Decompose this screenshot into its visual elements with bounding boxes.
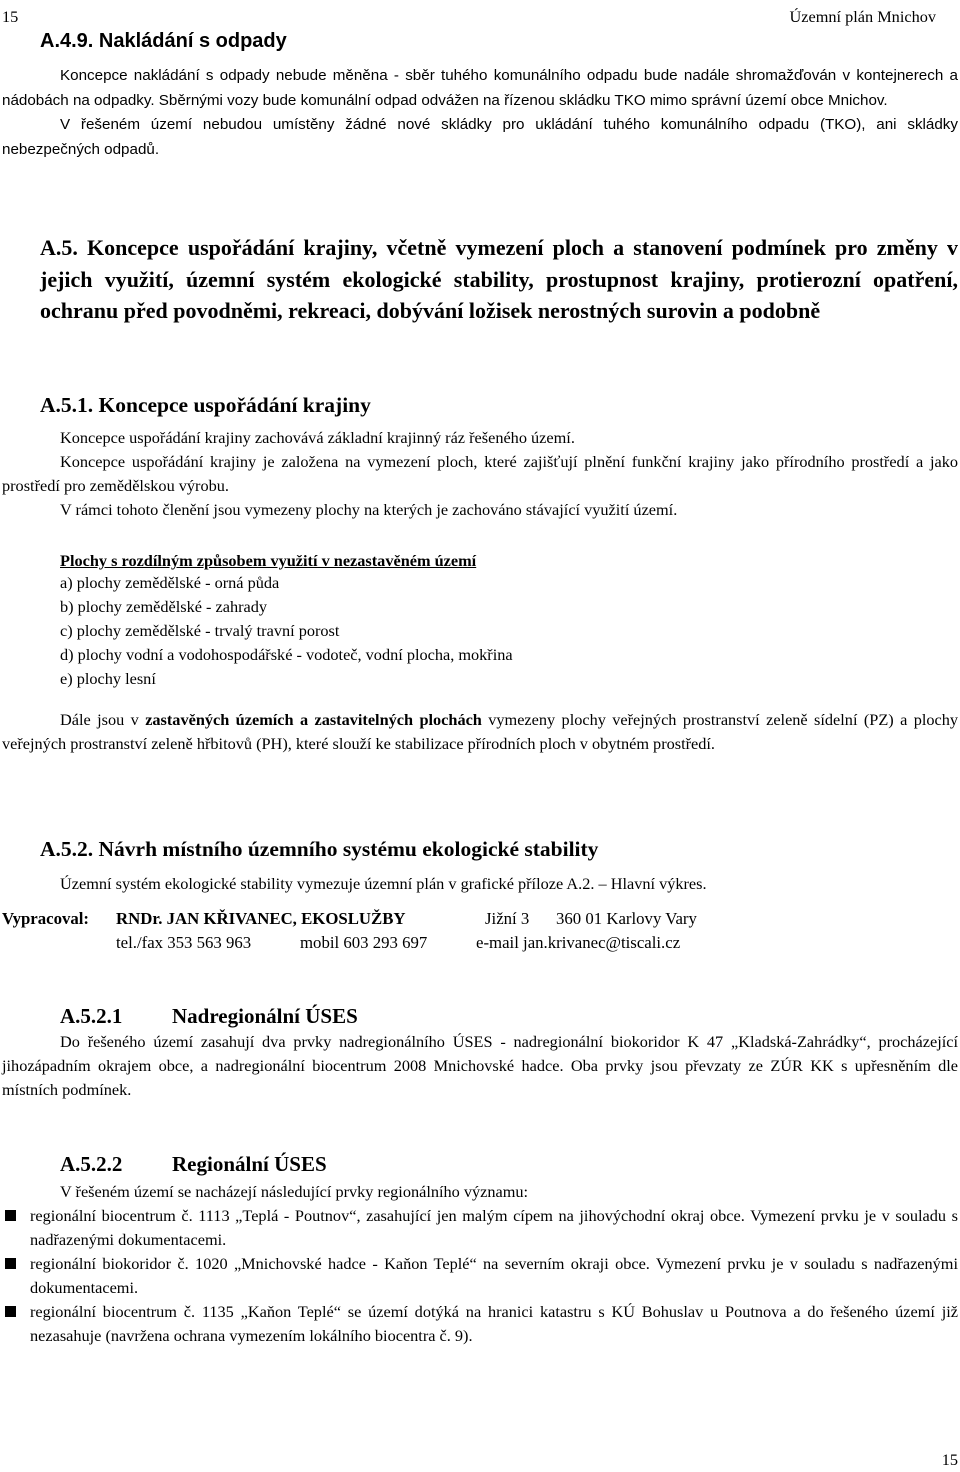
regional-element-text: regionální biokoridor č. 1020 „Mnichovské hadce - Kaňon Teplé“ na severním okraji obce. Vymezení prvku je v souladu s nadřazenými dokumentacemi. [30, 1254, 958, 1297]
land-use-item-e: e) plochy lesní [60, 669, 156, 688]
subsection-title-a522: Regionální ÚSES [172, 1152, 327, 1176]
land-use-item-c: c) plochy zemědělské - trvalý travní porost [60, 621, 340, 640]
a51-paragraph-4 [2, 708, 958, 756]
header-page-number: 15 [2, 7, 19, 26]
a522-intro: V řešeném území se nacházejí následující prvky regionálního významu: [60, 1182, 529, 1201]
subsection-number-a521: A.5.2.1 [60, 1004, 123, 1028]
land-use-list-title: Plochy s rozdílným způsobem využití v nezastavěném území [60, 551, 477, 570]
regional-element-item [0, 1252, 958, 1300]
author-block [2, 907, 89, 931]
subsection-title-a521: Nadregionální ÚSES [172, 1004, 358, 1028]
a51-paragraph-4-bold: zastavěných územích a zastavitelných plochách [145, 710, 482, 729]
footer-page-number: 15 [941, 1450, 958, 1469]
land-use-item-d: d) plochy vodní a vodohospodářské - vodoteč, vodní plocha, mokřina [60, 645, 513, 664]
section-heading-a52: A.5.2. Návrh místního územního systému ekologické stability [40, 837, 599, 861]
a49-paragraph-2: V řešeném území nebudou umístěny žádné nové skládky pro ukládání tuhého komunálního odpadu (TKO), ani skládky nebezpečných odpadů. [2, 116, 958, 158]
regional-element-text: regionální biocentrum č. 1113 „Teplá - Poutnov“, zasahující jen malým cípem na jihovýchodní okraj obce. Vymezení prvku je v souladu s nadřazenými dokumentacemi. [30, 1206, 958, 1249]
a51-paragraph-2: Koncepce uspořádání krajiny je založena na vymezení ploch, které zajišťují plnění funkční krajiny jako přírodního prostředí a jako prostředí pro zemědělskou výrobu. [2, 452, 958, 495]
regional-elements-list [0, 1204, 958, 1348]
regional-element-item [0, 1300, 958, 1348]
subsection-number-a522: A.5.2.2 [60, 1152, 123, 1176]
land-use-item-b: b) plochy zemědělské - zahrady [60, 597, 268, 616]
author-email: e-mail jan.krivanec@tiscali.cz [476, 933, 681, 952]
author-street: Jižní 3 [485, 909, 530, 928]
regional-element-item [0, 1204, 958, 1252]
author-label: Vypracoval: [2, 909, 90, 928]
author-mobil: mobil 603 293 697 [300, 933, 428, 952]
a49-paragraph-1: Koncepce nakládání s odpady nebude měněna - sběr tuhého komunálního odpadu bude nadále shromažďován v kontejnerech a nádobách na odpadky. Sběrnými vozy bude komunální odpad odvážen na řízenou skládku TKO mimo správní území obce Mnichov. [2, 67, 958, 109]
a51-paragraph-4-start: Dále jsou v [60, 710, 146, 729]
a51-paragraph-4-end: vymezeny plochy veřejných prostranství zeleně sídelní (PZ) a plochy veřejných prostranství zeleně hřbitovů (PH), které slouží ke stabilizace přírodních ploch v obytném prostředí. [2, 710, 959, 753]
square-bullet-icon [5, 1258, 16, 1269]
section-heading-a49: A.4.9. Nakládání s odpady [40, 30, 287, 52]
square-bullet-icon [5, 1306, 16, 1317]
a49-paragraph-block [2, 64, 958, 162]
section-heading-a5: A.5. Koncepce uspořádání krajiny, včetně vymezení ploch a stanovení podmínek pro změny v jejich využití, územní systém ekologické stability, prostupnost krajiny, protierozní opatření, ochranu před povodněmi, rekreaci, dobývání ložisek nerostných surovin a podobně [40, 235, 958, 323]
regional-element-text: regionální biocentrum č. 1135 „Kaňon Teplé“ se území dotýká na hranici katastru s KÚ Bohuslav u Poutnova a do řešeného území již nezasahuje (navržena ochrana vymezením lokálního biocentra č. 9). [30, 1302, 958, 1345]
a51-paragraph-1: Koncepce uspořádání krajiny zachovává základní krajinný ráz řešeného území. [60, 428, 575, 447]
header-title: Územní plán Mnichov [789, 7, 936, 26]
a51-paragraph-3: V rámci tohoto členění jsou vymezeny plochy na kterých je zachováno stávající využití území. [60, 500, 678, 519]
author-tel: tel./fax 353 563 963 [116, 933, 252, 952]
author-name: RNDr. JAN KŘIVANEC, EKOSLUŽBY [116, 909, 406, 928]
section-heading-a51: A.5.1. Koncepce uspořádání krajiny [40, 393, 371, 417]
a521-paragraph: Do řešeného území zasahují dva prvky nadregionálního ÚSES - nadregionální biokoridor K 47 „Kladská-Zahrádky“, procházející jihozápadním okrajem obce, a nadregionální biocentrum 2008 Mnichovské hadce. Oba prvky jsou převzaty ze ZÚR KK s upřesněním dle místních podmínek. [2, 1032, 958, 1099]
a52-paragraph-1: Územní systém ekologické stability vymezuje územní plán v grafické příloze A.2. – Hlavní výkres. [60, 874, 707, 893]
square-bullet-icon [5, 1210, 16, 1221]
a51-paragraph-block [2, 426, 958, 522]
land-use-item-a: a) plochy zemědělské - orná půda [60, 573, 280, 592]
land-use-list [60, 571, 513, 691]
author-city: 360 01 Karlovy Vary [556, 909, 697, 928]
